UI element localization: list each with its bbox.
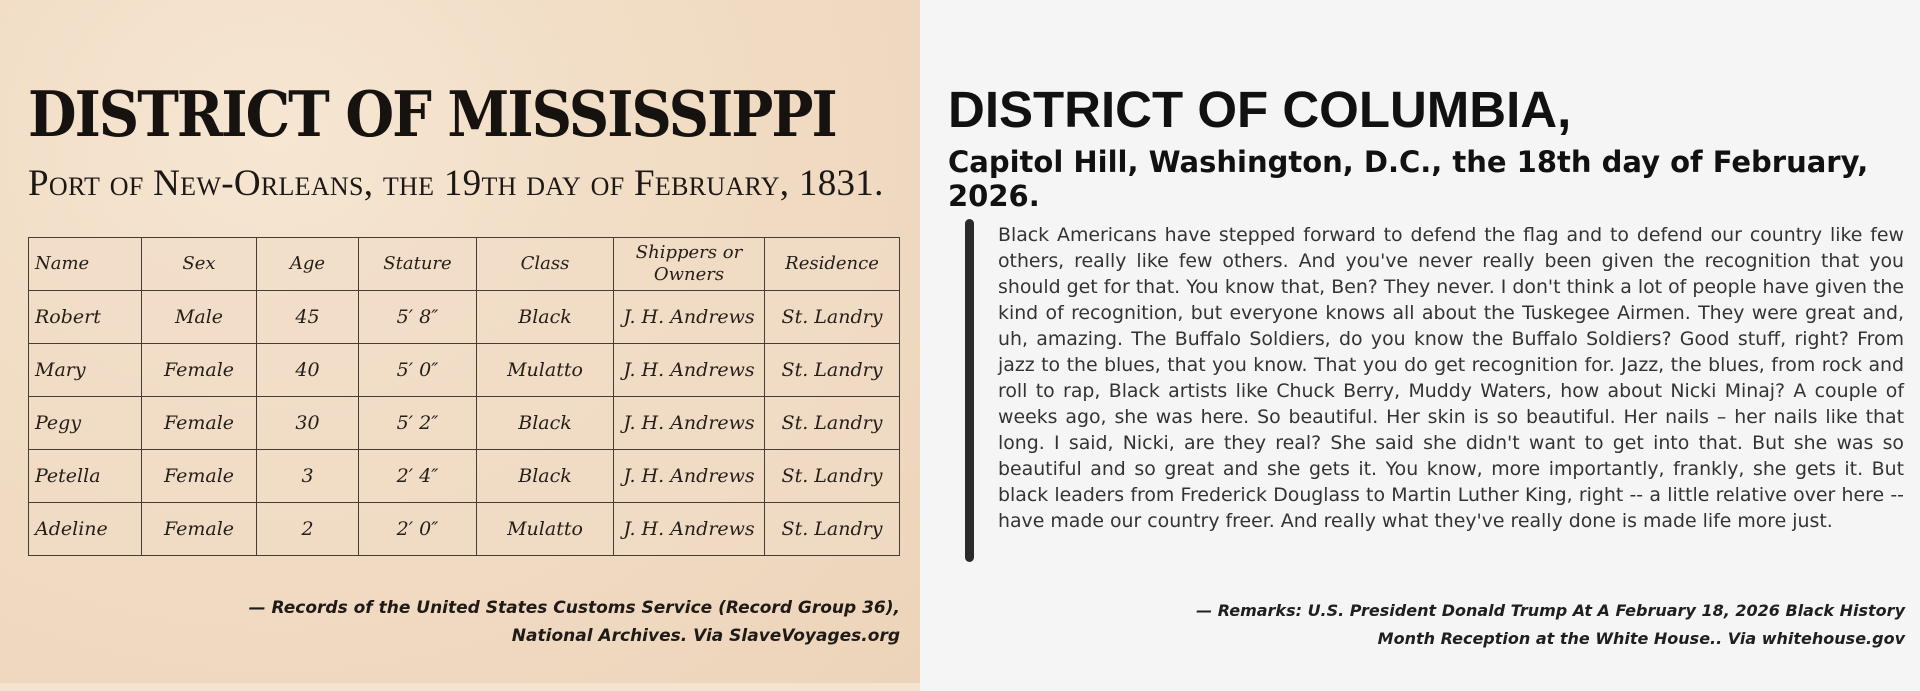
header-cell-age: Age [257, 238, 359, 291]
header-cell-residence: Residence [765, 238, 900, 291]
right-source-caption [1150, 597, 1905, 653]
table-cell: Adeline [29, 503, 142, 556]
quote-bar [965, 219, 974, 562]
right-caption-line-1: — Remarks: U.S. President Donald Trump At A February 18, 2026 Black History [1196, 601, 1905, 620]
left-title: DISTRICT OF MISSISSIPPI [28, 78, 836, 152]
table-cell: J. H. Andrews [614, 503, 765, 556]
table-cell: 2′ 4″ [359, 450, 477, 503]
table-cell: 5′ 2″ [359, 397, 477, 450]
table-cell: J. H. Andrews [614, 291, 765, 344]
table-cell: 2′ 0″ [359, 503, 477, 556]
table-cell: Male [142, 291, 257, 344]
table-cell: 3 [257, 450, 359, 503]
table-cell: J. H. Andrews [614, 397, 765, 450]
table-cell: Female [142, 450, 257, 503]
table-cell: J. H. Andrews [614, 450, 765, 503]
table-cell: Mulatto [477, 503, 614, 556]
table-cell: Pegy [29, 397, 142, 450]
table-cell: St. Landry [765, 344, 900, 397]
table-row [29, 397, 900, 450]
table-cell: 5′ 8″ [359, 291, 477, 344]
table-row [29, 503, 900, 556]
left-panel-bottom-strip [0, 683, 920, 691]
table-cell: 45 [257, 291, 359, 344]
left-source-caption [120, 594, 900, 650]
table-row [29, 291, 900, 344]
table-cell: Black [477, 397, 614, 450]
table-cell: Mulatto [477, 344, 614, 397]
left-caption-line-2: National Archives. Via SlaveVoyages.org [511, 626, 900, 646]
table-cell: 30 [257, 397, 359, 450]
header-cell-sex: Sex [142, 238, 257, 291]
table-cell: Female [142, 397, 257, 450]
table-cell: 2 [257, 503, 359, 556]
table-row [29, 344, 900, 397]
table-cell: J. H. Andrews [614, 344, 765, 397]
table-cell: St. Landry [765, 291, 900, 344]
table-cell: St. Landry [765, 397, 900, 450]
right-subtitle: Capitol Hill, Washington, D.C., the 18th day of February, 2026. [948, 145, 1869, 213]
right-title: DISTRICT OF COLUMBIA, [948, 81, 1572, 138]
header-cell-class: Class [477, 238, 614, 291]
table-header-row [29, 238, 900, 291]
header-cell-shippers: Shippers or Owners [614, 238, 765, 291]
left-caption-line-1: — Records of the United States Customs Service (Record Group 36), [248, 598, 900, 618]
customs-manifest-table [28, 237, 900, 556]
table-cell: Mary [29, 344, 142, 397]
header-cell-stature: Stature [359, 238, 477, 291]
left-subtitle: Port of New-Orleans, the 19th day of February, 1831. [28, 163, 884, 204]
header-cell-name: Name [29, 238, 142, 291]
right-caption-line-2: Month Reception at the White House.. Via whitehouse.gov [1377, 629, 1905, 648]
table-cell: Black [477, 291, 614, 344]
table-cell: St. Landry [765, 450, 900, 503]
table-cell: 5′ 0″ [359, 344, 477, 397]
table-row [29, 450, 900, 503]
quote-text: Black Americans have stepped forward to defend the flag and to defend our country like few others, really like few others. And you've never really been given the recognition that you should get for that. You know that, Ben? They never. I don't think a lot of people have given the kind of recognition, but everyone knows all about the Tuskegee Airmen. They were great and, uh, amazing. The Buffalo Soldiers, do you know the Buffalo Soldiers? Good stuff, right? From jazz to the blues, that you know. That you do get recognition for. Jazz, the blues, from rock and roll to rap, Black artists like Chuck Berry, Muddy Waters, how about Nicki Minaj? A couple of weeks ago, she was here. So beautiful. Her skin is so beautiful. Her nails – her nails like that long. I said, Nicki, are they real? She said she didn't want to get into that. But she was so beautiful and so great and she gets it. You know, more importantly, frankly, she gets it. But black leaders from Frederick Douglass to Martin Luther King, right -- a little relative over here -- have made our country freer. And really what they've really done is made life more just. [998, 224, 1904, 532]
table-cell: Petella [29, 450, 142, 503]
table-cell: Black [477, 450, 614, 503]
table-cell: Robert [29, 291, 142, 344]
table-cell: Female [142, 503, 257, 556]
table-cell: Female [142, 344, 257, 397]
table-cell: 40 [257, 344, 359, 397]
table-cell: St. Landry [765, 503, 900, 556]
